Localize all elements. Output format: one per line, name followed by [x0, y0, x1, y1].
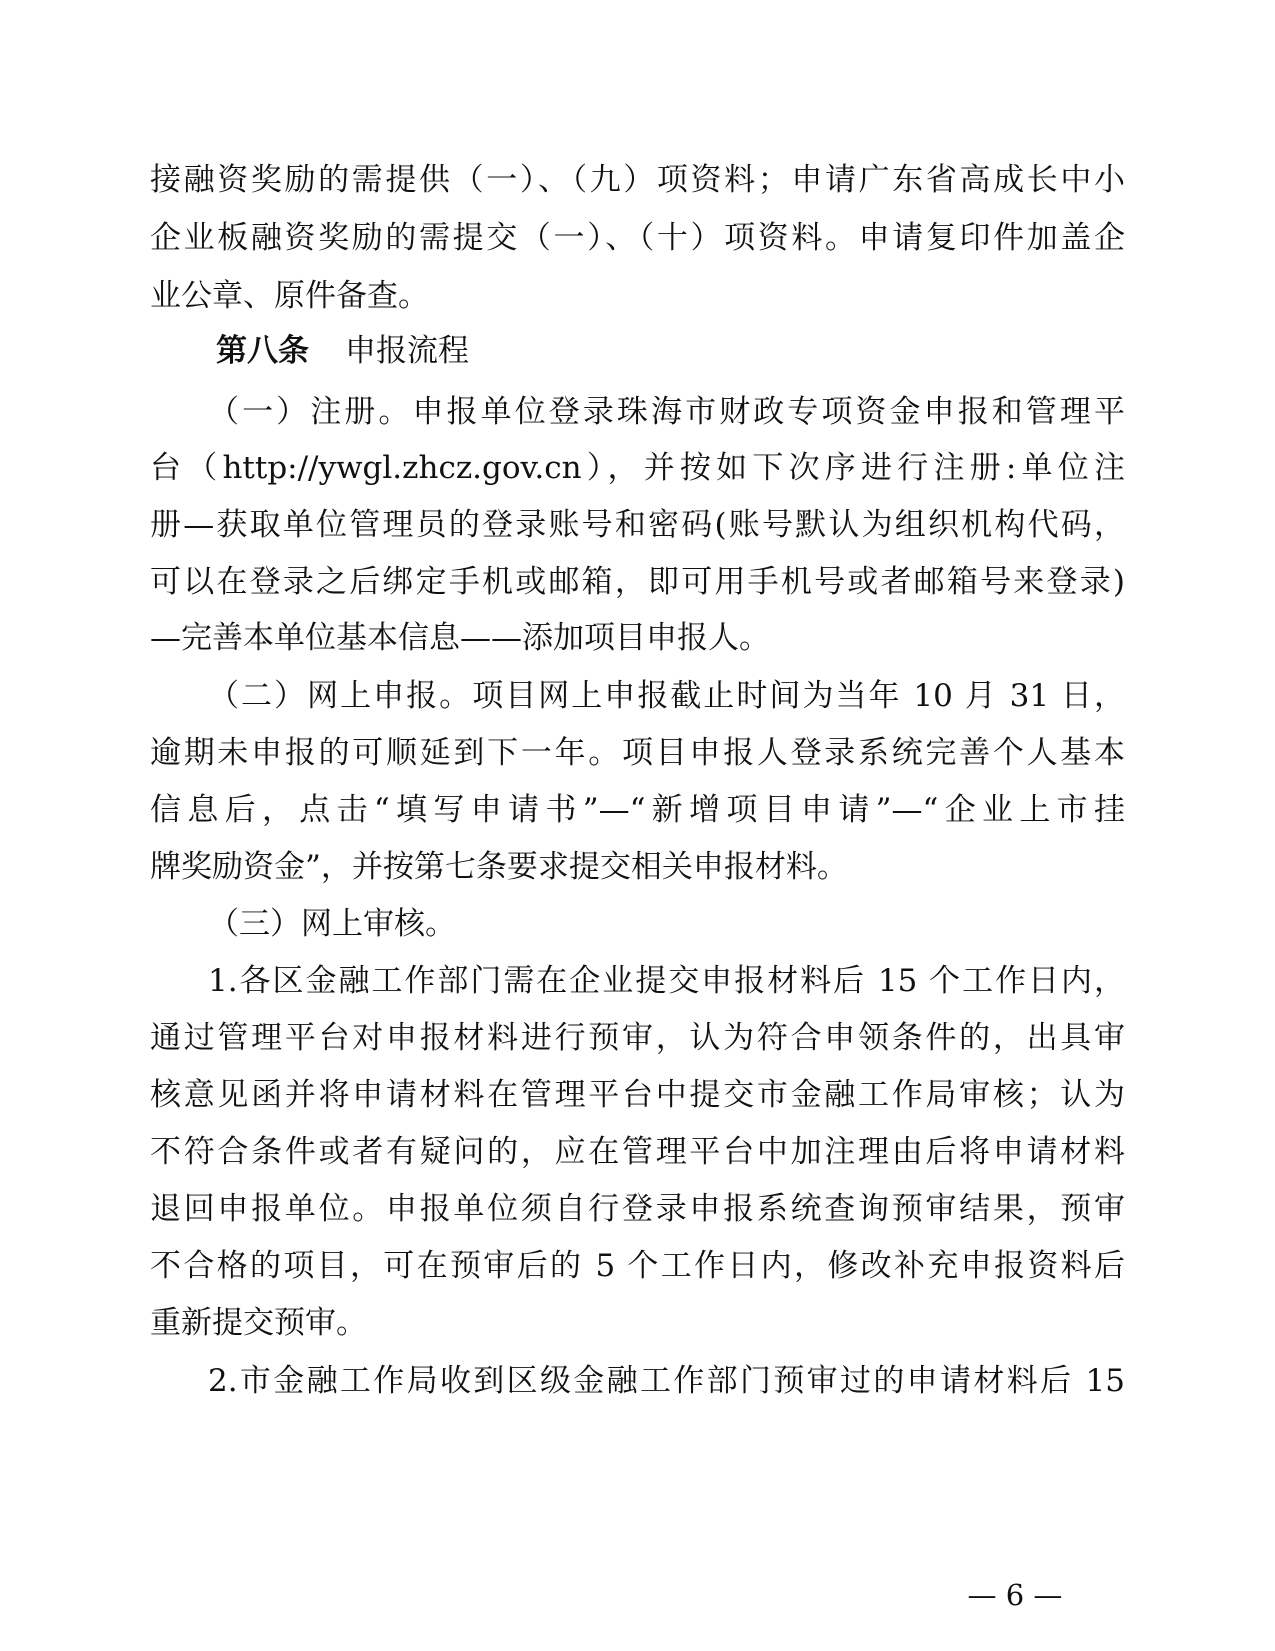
- paragraph-line: 逾期未申报的可顺延到下一年。项目申报人登录系统完善个人基本: [150, 735, 1125, 771]
- paragraph-line: 不合格的项目，可在预审后的 5 个工作日内，修改补充申报资料后: [150, 1248, 1125, 1284]
- paragraph-line: 企业板融资奖励的需提交（一）、（十）项资料。申请复印件加盖企: [150, 220, 1125, 256]
- paragraph-line: 册—获取单位管理员的登录账号和密码(账号默认为组织机构代码，: [150, 507, 1125, 543]
- paragraph-line: 2.市金融工作局收到区级金融工作部门预审过的申请材料后 15: [208, 1363, 1125, 1399]
- paragraph-line: 通过管理平台对申报材料进行预审，认为符合申领条件的，出具审: [150, 1020, 1125, 1056]
- paragraph-line: （三）网上审核。: [208, 906, 456, 942]
- article-heading: [216, 331, 469, 371]
- paragraph-line: 不符合条件或者有疑问的，应在管理平台中加注理由后将申请材料: [150, 1134, 1125, 1170]
- paragraph-line: 重新提交预审。: [150, 1305, 367, 1341]
- paragraph-line: 牌奖励资金”，并按第七条要求提交相关申报材料。: [150, 849, 848, 885]
- paragraph-line: 接融资奖励的需提供（一）、（九）项资料；申请广东省高成长中小: [150, 162, 1125, 198]
- paragraph-line: 业公章、原件备查。: [150, 278, 429, 314]
- paragraph-line: 可以在登录之后绑定手机或邮箱，即可用手机号或者邮箱号来登录): [150, 564, 1125, 600]
- paragraph-line: —完善本单位基本信息——添加项目申报人。: [150, 620, 770, 656]
- paragraph-line: （一）注册。申报单位登录珠海市财政专项资金申报和管理平: [208, 394, 1125, 430]
- paragraph-line: 1.各区金融工作部门需在企业提交申报材料后 15 个工作日内，: [208, 963, 1125, 999]
- page-number: — 6 —: [967, 1578, 1063, 1612]
- paragraph-line: 台（http://ywgl.zhcz.gov.cn），并按如下次序进行注册:单位注: [150, 450, 1125, 486]
- article-title: 申报流程: [345, 333, 469, 369]
- paragraph-line: 核意见函并将申请材料在管理平台中提交市金融工作局审核；认为: [150, 1077, 1125, 1113]
- paragraph-line: 退回申报单位。申报单位须自行登录申报系统查询预审结果，预审: [150, 1191, 1125, 1227]
- article-number: 第八条: [216, 333, 309, 369]
- paragraph-line: 信息后，点击“填写申请书”—“新增项目申请”—“企业上市挂: [150, 792, 1125, 828]
- paragraph-line: （二）网上申报。项目网上申报截止时间为当年 10 月 31 日，: [208, 678, 1125, 714]
